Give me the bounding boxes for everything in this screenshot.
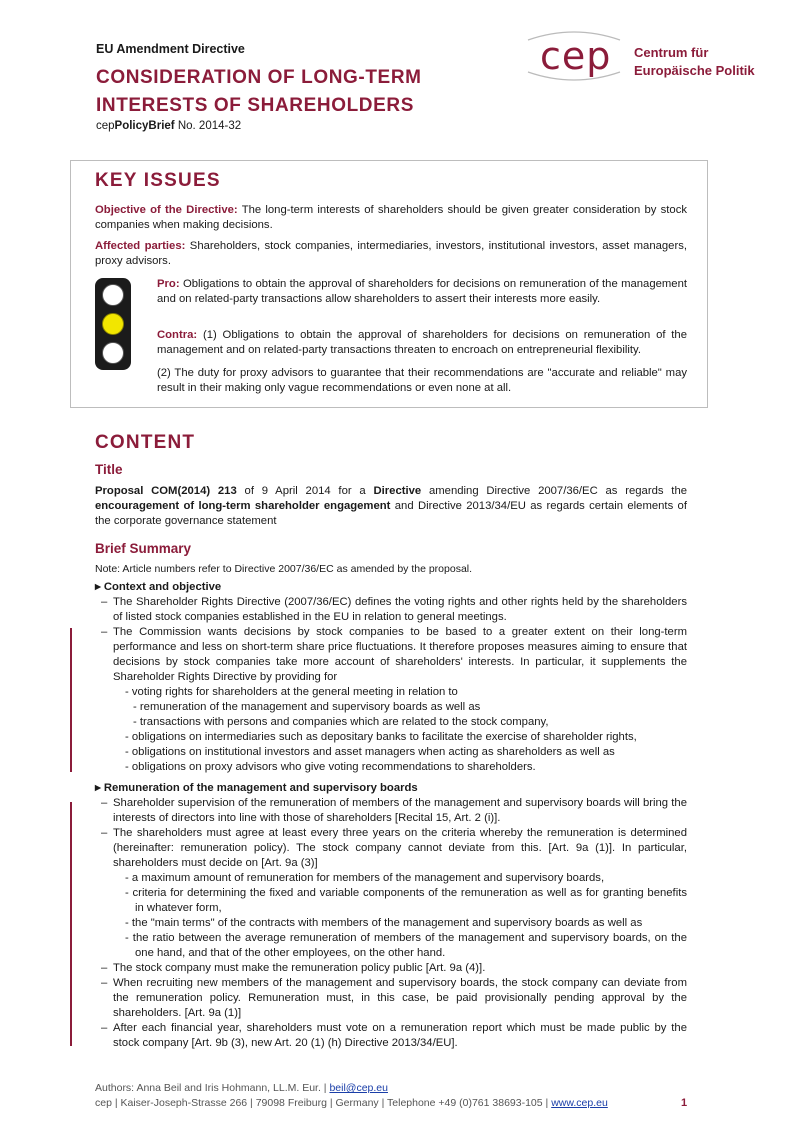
contra2-text: (2) The duty for proxy advisors to guarantee that their recommendations are "accurate and reliable" may result in their making only vague recommendations or even none at all. (157, 367, 687, 394)
objective-label: Objective of the Directive: (95, 204, 238, 216)
pro-text: Obligations to obtain the approval of shareholders for decisions on remuneration of the management and on related-party transactions allow shareholders to assert their interests more easily. (157, 278, 688, 305)
list-item: – Shareholder supervision of the remuneration of members of the management and supervisory boards will bring the interests of directors into line with those of shareholders [Recital 15, Art. 2 (i)]. (95, 796, 687, 826)
key-issues-heading: KEY ISSUES (95, 170, 221, 191)
traffic-light-icon (95, 278, 131, 370)
logo-text: Centrum für Europäische Politik (634, 45, 755, 78)
affected-label: Affected parties: (95, 240, 186, 252)
footer-address: cep | Kaiser-Joseph-Strasse 266 | 79098 Freiburg | Germany | Telephone +49 (0)761 38693-105 | www.cep.eu (95, 1097, 608, 1109)
remuneration-heading: ▸ Remuneration of the management and supervisory boards (95, 782, 418, 794)
remuneration-section (95, 781, 687, 1051)
objective-text: The long-term interests of shareholders should be given greater consideration by stock companies when making decisions. (95, 204, 687, 231)
affected-section (95, 239, 687, 269)
list-item: – The Shareholder Rights Directive (2007/36/EC) defines the voting rights and other rights held by the shareholders of listed stock companies established in the EU in relation to general meetings. (95, 595, 687, 625)
page-title: CONSIDERATION OF LONG-TERM INTERESTS OF SHAREHOLDERS (96, 67, 422, 116)
list-item: - obligations on institutional investors and asset managers when acting as shareholders as well as (125, 746, 615, 758)
list-item: - criteria for determining the fixed and variable components of the remuneration as well as for granting benefits in whatever form, (125, 887, 687, 914)
list-item: - voting rights for shareholders at the general meeting in relation to (125, 686, 458, 698)
list-item: - obligations on intermediaries such as depositary banks to facilitate the exercise of shareholder rights, (125, 731, 637, 743)
proposal-title: Proposal COM(2014) 213 of 9 April 2014 for a Directive amending Directive 2007/36/EC as regards the encouragement of long-term shareholder engagement and Directive 2013/34/EU as regards certain elements of the corporate governance statement (95, 485, 688, 527)
list-item: - a maximum amount of remuneration for members of the management and supervisory boards, (125, 872, 605, 884)
list-item: - transactions with persons and companies which are related to the stock company, (133, 716, 549, 728)
pro-section (157, 277, 687, 307)
list-item: – The Commission wants decisions by stock companies to be based to a greater extent on their long-term performance and less on short-term share price fluctuations. It therefore proposes measures aiming to ensure that decisions by stock companies take more account of shareholders' interests. In particular, it supplements the Shareholder Rights Directive by providing for (95, 625, 687, 685)
contra-section (157, 328, 687, 358)
author-email-link[interactable]: beil@cep.eu (329, 1082, 388, 1094)
list-item: – The shareholders must agree at least every three years on the criteria whereby the remuneration is determined (hereinafter: remuneration policy). The stock company cannot deviate from this. [Art. 9a (1)]. In particular, shareholders must decide on [Art. 9a (3)] (95, 826, 687, 871)
traffic-light-yellow-lamp (102, 313, 124, 335)
change-bar (70, 802, 72, 1046)
list-item: – The stock company must make the remuneration policy public [Art. 9a (4)]. (95, 961, 687, 976)
context-heading: ▸ Context and objective (95, 581, 222, 593)
traffic-light-green-lamp (102, 342, 124, 364)
pro-label: Pro: (157, 278, 180, 290)
context-section (95, 580, 687, 775)
note: Note: Article numbers refer to Directive 2007/36/EC as amended by the proposal. (95, 563, 473, 575)
page-number: 1 (681, 1097, 688, 1109)
change-bar (70, 628, 72, 772)
list-item: - obligations on proxy advisors who give voting recommendations to shareholders. (125, 761, 536, 773)
objective-section (95, 203, 687, 233)
content-heading: CONTENT (95, 432, 196, 453)
affected-text: Shareholders, stock companies, intermediaries, investors, institutional investors, asset managers, proxy advisors. (95, 240, 688, 267)
list-item: - remuneration of the management and supervisory boards as well as (133, 701, 481, 713)
title-heading: Title (95, 462, 123, 477)
brief-summary-heading: Brief Summary (95, 541, 192, 556)
contra-label: Contra: (157, 329, 198, 341)
footer-authors: Authors: Anna Beil and Iris Hohmann, LL.M. Eur. | beil@cep.eu (95, 1082, 388, 1094)
contra-text: (1) Obligations to obtain the approval of shareholders for decisions on remuneration of the management and on related-party transactions threaten to encroach on entrepreneurial flexibility. (157, 329, 687, 356)
traffic-light-red-lamp (102, 284, 124, 306)
list-item: - the "main terms" of the contracts with members of the management and supervisory boards as well as (125, 917, 643, 929)
website-link[interactable]: www.cep.eu (551, 1097, 608, 1109)
list-item: - the ratio between the average remuneration of members of the management and supervisory boards, on the one hand, and that of the other employees, on the other hand. (125, 932, 687, 959)
document-type: EU Amendment Directive (96, 42, 245, 56)
logo-wordmark: cep (540, 34, 612, 78)
contra2-section (157, 366, 687, 396)
list-item: – After each financial year, shareholders must vote on a remuneration report which must be made public by the stock company [Art. 9b (3), new Art. 20 (1) (h) Directive 2013/34/EU]. (95, 1021, 687, 1051)
list-item: – When recruiting new members of the management and supervisory boards, the stock company can deviate from the remuneration policy. Remuneration must, in this case, be paid provisionally pending approval by the shareholders. [Art. 9a (1)] (95, 976, 687, 1021)
policy-brief-number: cepPolicyBrief No. 2014-32 (96, 120, 242, 132)
